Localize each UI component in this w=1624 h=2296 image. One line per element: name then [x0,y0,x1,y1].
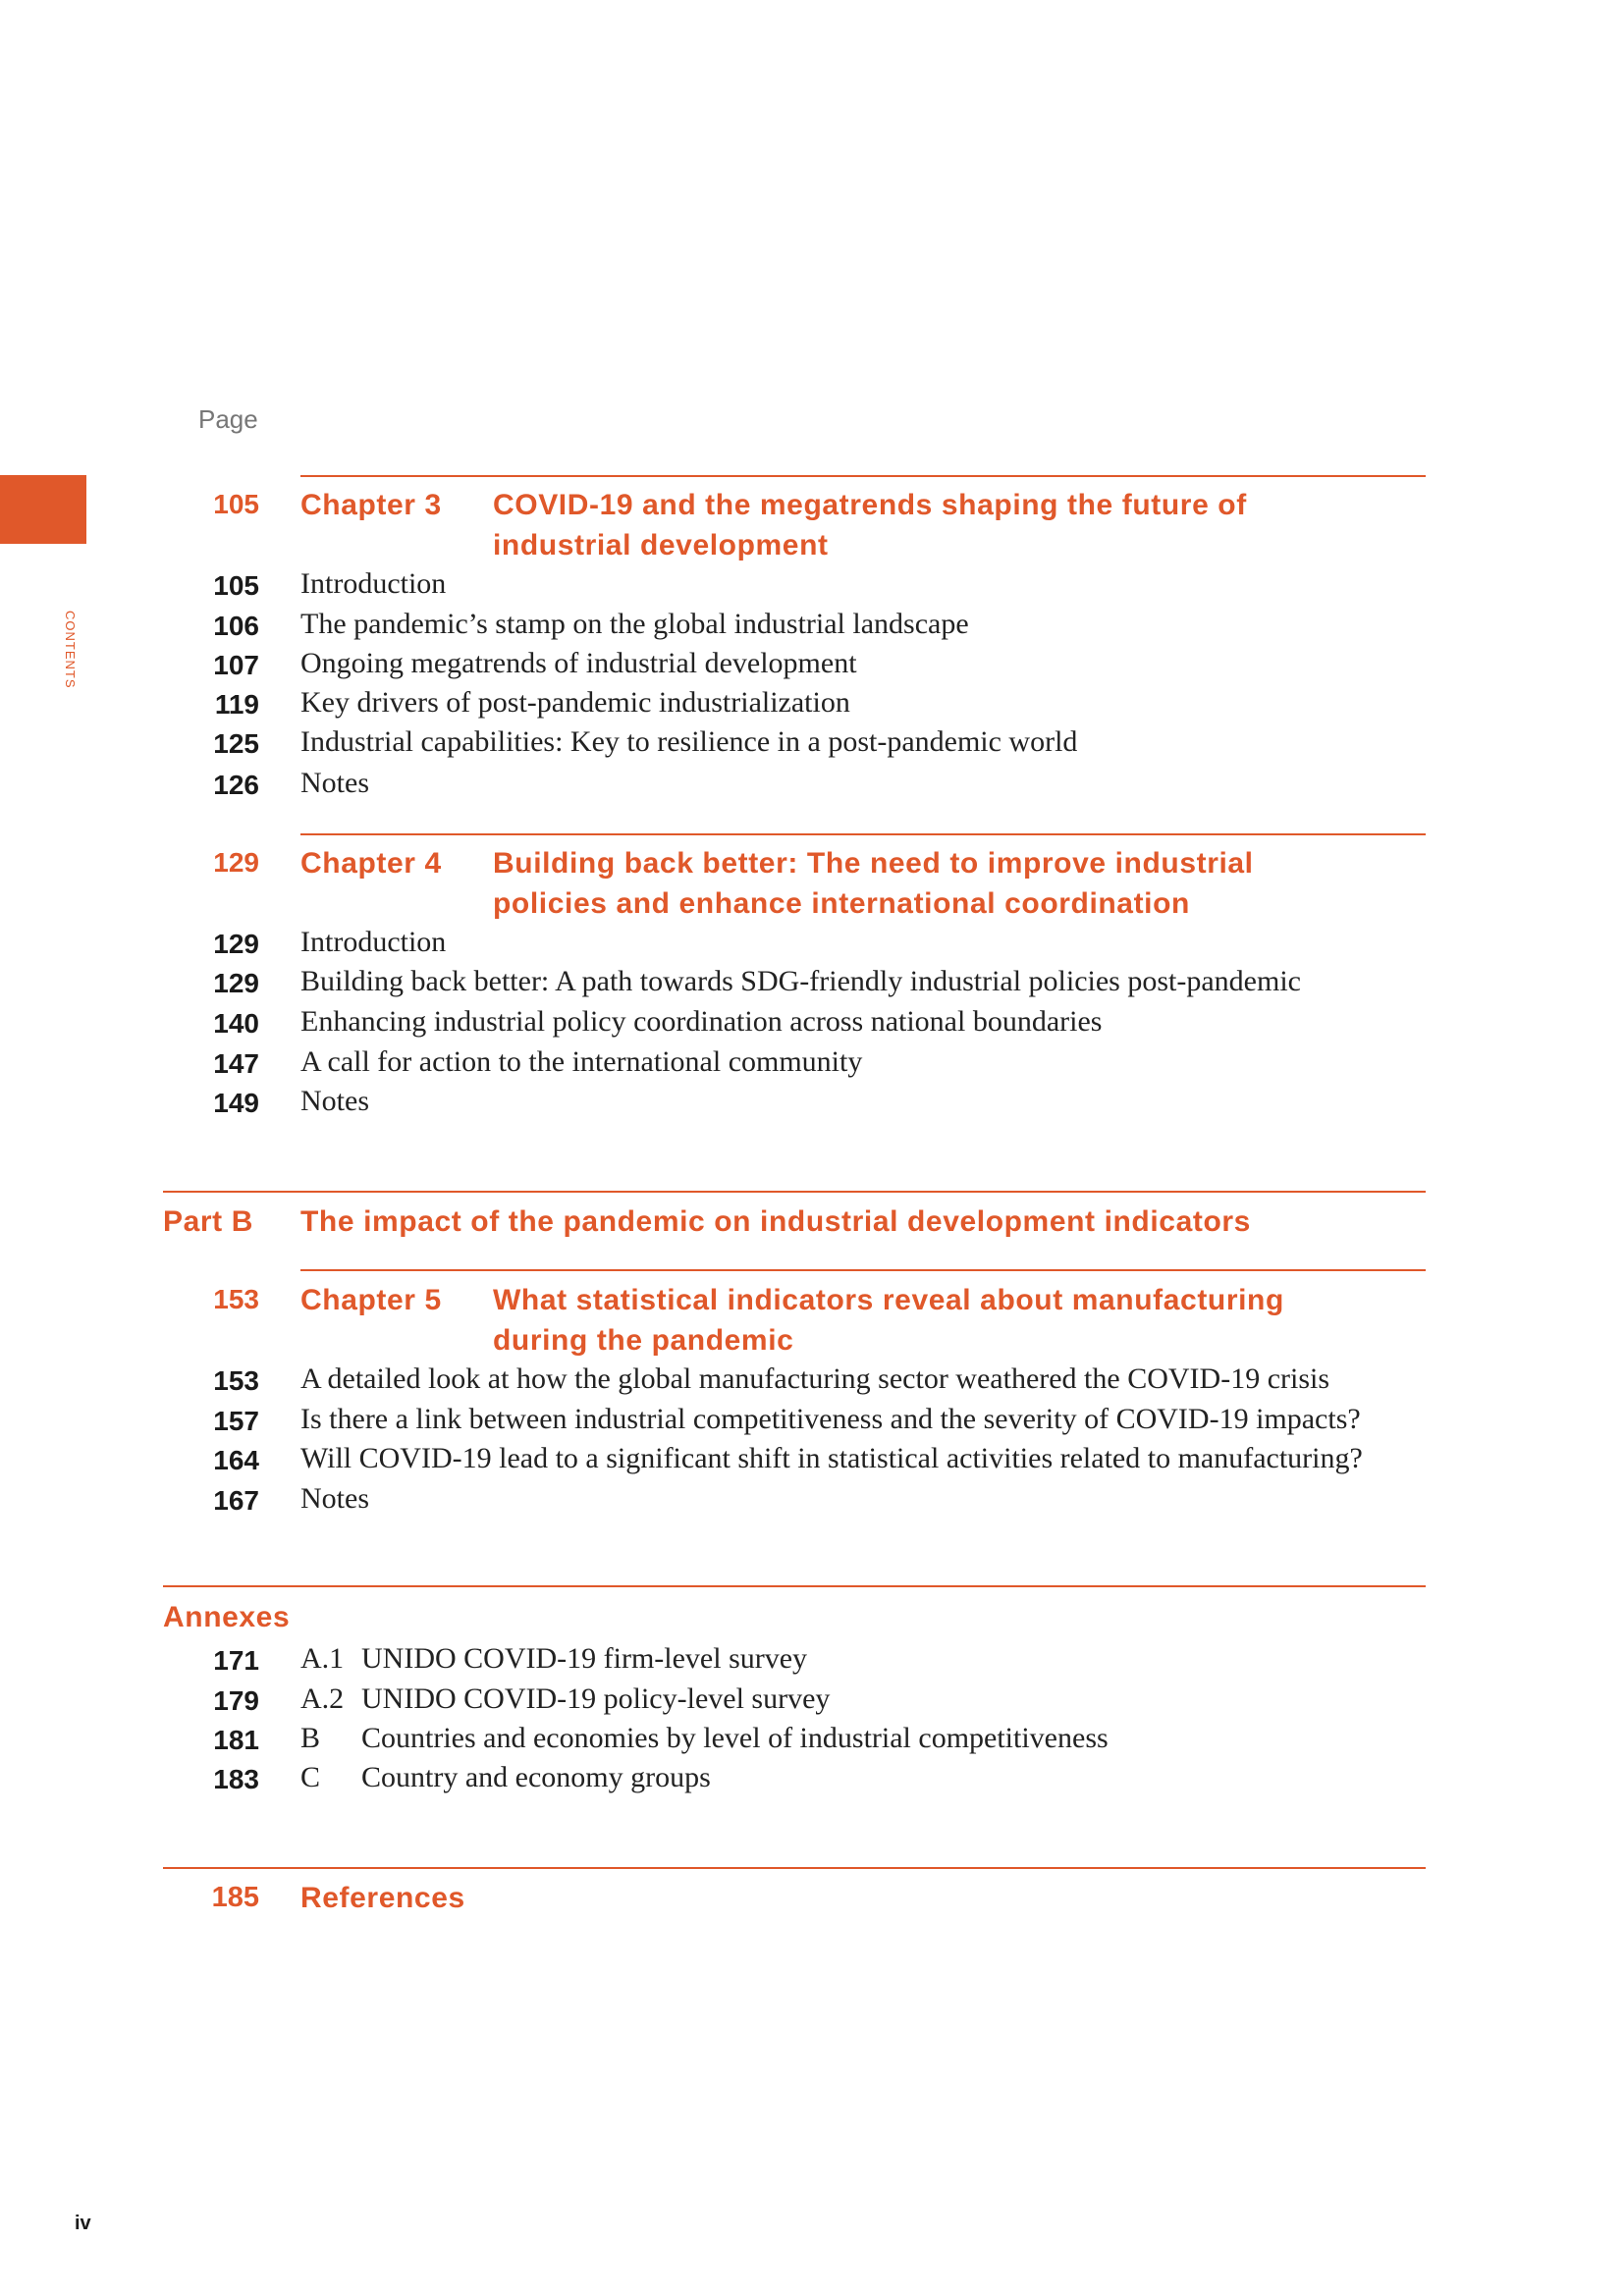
chapter-title-line[interactable]: COVID-19 and the megatrends shaping the future of [493,489,1247,521]
annex-code: B [300,1722,321,1754]
chapter-divider [300,1269,1426,1271]
annex-code: C [300,1761,321,1793]
entry-page: 125 [213,728,259,759]
part-label[interactable]: Part B [163,1205,253,1238]
entry-page: 153 [213,1365,259,1396]
annex-title[interactable]: Countries and economies by level of industrial competitiveness [361,1722,1109,1754]
toc-entry[interactable]: Notes [300,767,369,799]
annex-code: A.2 [300,1682,345,1715]
annex-page: 179 [213,1685,259,1716]
entry-page: 107 [213,650,259,680]
page-number: iv [75,2213,91,2234]
references-link[interactable]: References [300,1882,465,1914]
chapter-title-line[interactable]: Building back better: The need to improve industrial [493,847,1254,880]
entry-page: 167 [213,1485,259,1516]
section-tab [0,475,86,544]
entry-page: 106 [213,611,259,641]
entry-page: 126 [213,770,259,800]
toc-entry[interactable]: Key drivers of post-pandemic industrialization [300,686,850,719]
references-page[interactable]: 185 [211,1882,259,1913]
entry-page: 147 [213,1048,259,1079]
entry-page: 105 [213,570,259,601]
chapter-label[interactable]: Chapter 4 [300,847,442,880]
entry-page: 119 [214,689,259,720]
chapter-title-line[interactable]: policies and enhance international coordination [493,887,1190,920]
entry-page: 149 [213,1088,259,1118]
chapter-divider [300,475,1426,477]
page-column-label: Page [198,404,258,434]
entry-page: 157 [213,1406,259,1436]
toc-entry[interactable]: A detailed look at how the global manufacturing sector weathered the COVID-19 crisis [300,1362,1330,1395]
chapter-page[interactable]: 105 [213,489,259,519]
chapter-title-line[interactable]: What statistical indicators reveal about manufacturing [493,1284,1284,1316]
chapter-title-line[interactable]: during the pandemic [493,1324,794,1357]
entry-page: 129 [213,929,259,959]
entry-page: 129 [213,968,259,998]
toc-entry[interactable]: A call for action to the international community [300,1045,863,1078]
chapter-divider [300,833,1426,835]
chapter-page[interactable]: 153 [213,1284,259,1314]
chapter-title-line[interactable]: industrial development [493,529,829,561]
entry-page: 140 [213,1008,259,1039]
part-divider [163,1191,1426,1193]
section-label: CONTENTS [63,611,78,689]
chapter-label[interactable]: Chapter 5 [300,1284,442,1316]
annex-title[interactable]: Country and economy groups [361,1761,711,1793]
toc-entry[interactable]: Industrial capabilities: Key to resilience in a post-pandemic world [300,725,1078,758]
toc-entry[interactable]: Building back better: A path towards SDG-friendly industrial policies post-pandemic [300,965,1301,997]
toc-entry[interactable]: Will COVID-19 lead to a significant shift in statistical activities related to manufacturing? [300,1442,1363,1474]
annex-title[interactable]: UNIDO COVID-19 policy-level survey [361,1682,831,1715]
annex-page: 171 [213,1645,259,1676]
part-title[interactable]: The impact of the pandemic on industrial development indicators [300,1205,1251,1238]
annexes-heading[interactable]: Annexes [163,1601,291,1633]
annex-title[interactable]: UNIDO COVID-19 firm-level survey [361,1642,808,1675]
toc-entry[interactable]: Is there a link between industrial competitiveness and the severity of COVID-19 impacts? [300,1403,1361,1435]
annex-page: 183 [213,1764,259,1794]
toc-entry[interactable]: The pandemic’s stamp on the global industrial landscape [300,608,969,640]
toc-entry[interactable]: Ongoing megatrends of industrial development [300,647,857,679]
entry-page: 164 [213,1445,259,1475]
references-divider [163,1867,1426,1869]
toc-entry[interactable]: Notes [300,1085,369,1117]
chapter-label[interactable]: Chapter 3 [300,489,442,521]
chapter-page[interactable]: 129 [213,847,259,878]
annex-page: 181 [213,1725,259,1755]
annex-code: A.1 [300,1642,345,1675]
annexes-divider [163,1585,1426,1587]
toc-entry[interactable]: Notes [300,1482,369,1515]
toc-entry[interactable]: Introduction [300,567,447,600]
toc-entry[interactable]: Enhancing industrial policy coordination across national boundaries [300,1005,1103,1038]
toc-entry[interactable]: Introduction [300,926,447,958]
